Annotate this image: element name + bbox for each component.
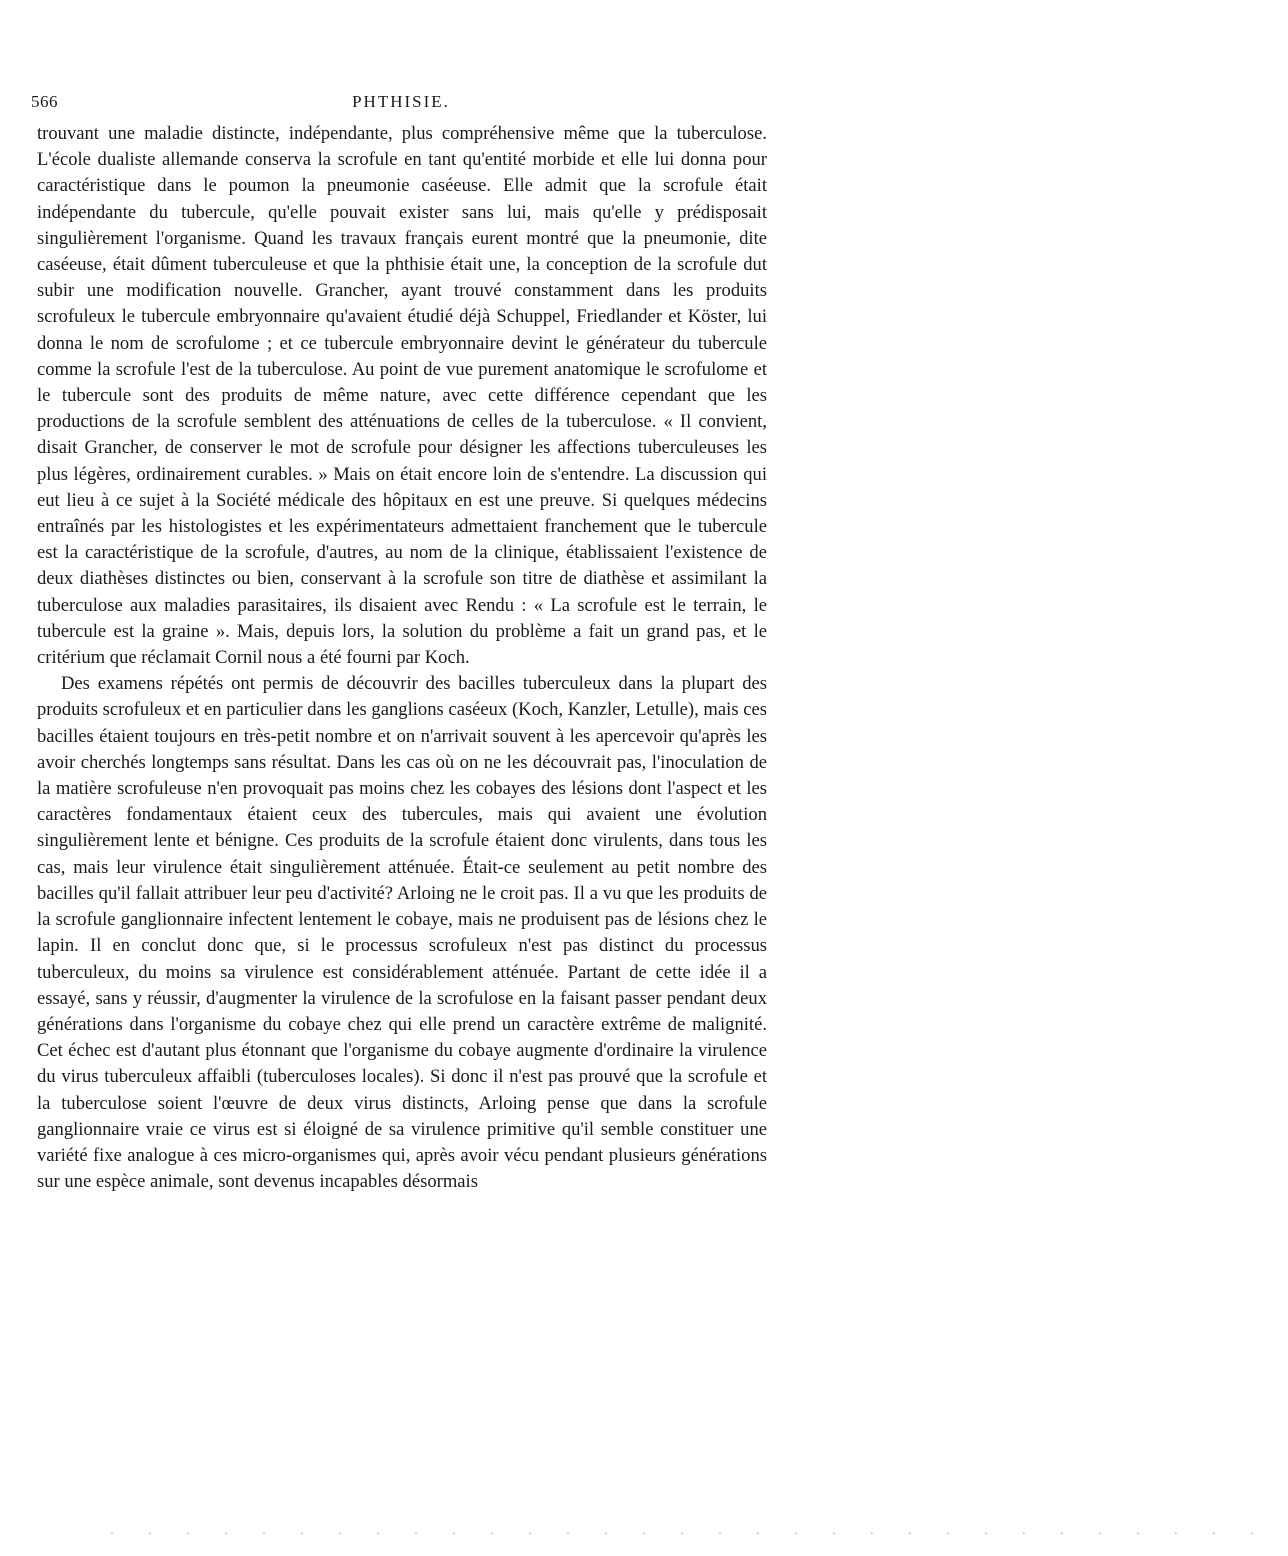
page-number: 566 xyxy=(31,92,58,111)
scan-noise-dots: ······························· xyxy=(110,1526,1288,1540)
running-header xyxy=(31,92,771,118)
paragraph: trouvant une maladie distincte, indépendante, plus compréhensive même que la tuberculose. L'école dualiste allemande conserva la scrofule en tant qu'entité morbide et elle lui donna pour caractéristique dans le poumon la pneumonie caséeuse. Elle admit que la scrofule était indépendante du tubercule, qu'elle pouvait exister sans lui, mais qu'elle y prédisposait singulièrement l'organisme. Quand les travaux français eurent montré que la pneumonie, dite caséeuse, était dûment tuberculeuse et que la phthisie était une, la conception de la scrofule dut subir une modification nouvelle. Grancher, ayant trouvé constamment dans les produits scrofuleux le tubercule embryonnaire qu'avaient étudié déjà Schuppel, Friedlander et Köster, lui donna le nom de scrofulome ; et ce tubercule embryonnaire devint le générateur du tubercule comme la scrofule l'est de la tuberculose. Au point de vue purement anatomique le scrofulome et le tubercule sont des produits de même nature, avec cette différence cependant que les productions de la scrofule semblent des atténuations de celles de la tuberculose. « Il convient, disait Grancher, de conserver le mot de scrofule pour désigner les affections tuberculeuses les plus légères, ordinairement curables. » Mais on était encore loin de s'entendre. La discussion qui eut lieu à ce sujet à la Société médicale des hôpitaux en est une preuve. Si quelques médecins entraînés par les histologistes et les expérimentateurs admettaient franchement que le tubercule est la caractéristique de la scrofule, d'autres, au nom de la clinique, établissaient l'existence de deux diathèses distinctes ou bien, conservant à la scrofule son titre de diathèse et assimilant la tuberculose aux maladies parasitaires, ils disaient avec Rendu : « La scrofule est le terrain, le tubercule est la graine ». Mais, depuis lors, la solution du problème a fait un grand pas, et le critérium que réclamait Cornil nous a été fourni par Koch. xyxy=(37,123,767,669)
paragraph: Des examens répétés ont permis de découvrir des bacilles tuberculeux dans la plupart des produits scrofuleux et en particulier dans les ganglions caséeux (Koch, Kanzler, Letulle), mais ces bacilles étaient toujours en très-petit nombre et on n'arrivait souvent à les apercevoir qu'après les avoir cherchés longtemps sans résultat. Dans les cas où on ne les découvrait pas, l'inoculation de la matière scrofuleuse n'en provoquait pas moins chez les cobayes des lésions dont l'aspect et les caractères fondamentaux étaient ceux des tubercules, mais qui avaient une évolution singulièrement lente et bénigne. Ces produits de la scrofule étaient donc virulents, dans tous les cas, mais leur virulence était singulièrement atténuée. Était-ce seulement au petit nombre des bacilles qu'il fallait attribuer leur peu d'activité? Arloing ne le croit pas. Il a vu que les produits de la scrofule ganglionnaire infectent lentement le cobaye, mais ne produisent pas de lésions chez le lapin. Il en conclut donc que, si le processus scrofuleux n'est pas distinct du processus tuberculeux, du moins sa virulence est considérablement atténuée. Partant de cette idée il a essayé, sans y réussir, d'augmenter la virulence de la scrofulose en la faisant passer pendant deux générations dans l'organisme du cobaye chez qui elle prend un caractère extrême de malignité. Cet échec est d'autant plus étonnant que l'organisme du cobaye augmente d'ordinaire la virulence du virus tuberculeux affaibli (tuberculoses locales). Si donc il n'est pas prouvé que la scrofule et la tuberculose soient l'œuvre de deux virus distincts, Arloing pense que dans la scrofule ganglionnaire vraie ce virus est si éloigné de sa virulence primitive qu'il semble constituer une variété fixe analogue à ces micro-organismes qui, après avoir vécu pendant plusieurs générations sur une espèce animale, sont devenus incapables désormais xyxy=(37,673,767,1193)
body-text xyxy=(37,121,767,1195)
page-title: PHTHISIE. xyxy=(352,92,450,111)
